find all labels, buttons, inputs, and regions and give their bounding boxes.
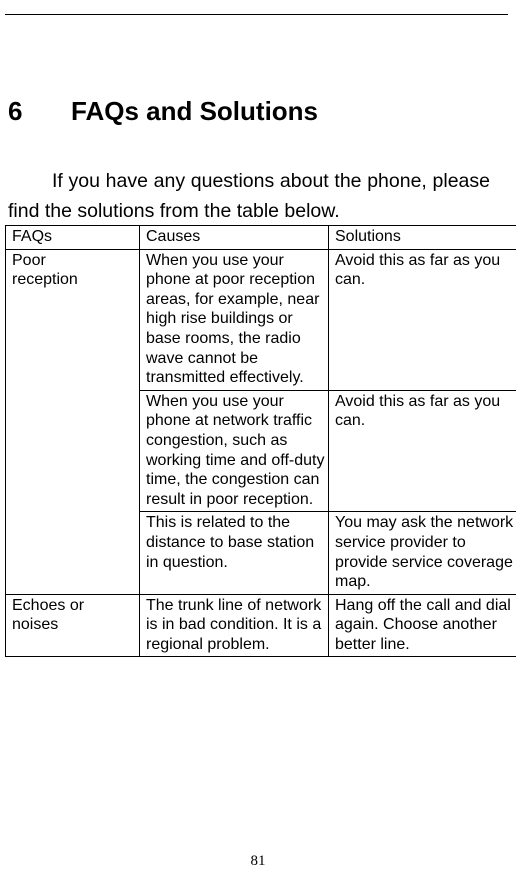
section-heading <box>8 96 318 127</box>
table-row <box>6 594 516 657</box>
table-row <box>6 249 516 390</box>
solution-cell: Hang off the call and dial again. Choose another better line. <box>329 594 516 657</box>
faq-table <box>5 225 516 657</box>
faq-cell: Echoes or noises <box>6 594 140 657</box>
page-number: 81 <box>250 853 266 869</box>
cause-cell: The trunk line of network is in bad condition. It is a regional problem. <box>140 594 329 657</box>
section-number: 6 <box>8 96 23 126</box>
faq-cell: Poor reception <box>6 249 140 594</box>
cause-cell: This is related to the distance to base station in question. <box>140 512 329 594</box>
header-solutions: Solutions <box>329 226 516 250</box>
table-header-row <box>6 226 516 250</box>
cause-cell: When you use your phone at poor reception areas, for example, near high rise buildings or base rooms, the radio wave cannot be transmitted effectively. <box>140 249 329 390</box>
solution-cell: You may ask the network service provider to provide service coverage map. <box>329 512 516 594</box>
solution-cell: Avoid this as far as you can. <box>329 249 516 390</box>
section-title: FAQs and Solutions <box>71 96 319 126</box>
intro-paragraph: If you have any questions about the phone, please find the solutions from the table below. <box>8 170 490 222</box>
solution-cell: Avoid this as far as you can. <box>329 390 516 512</box>
cause-cell: When you use your phone at network traffic congestion, such as working time and off-duty time, the congestion can result in poor reception. <box>140 390 329 512</box>
header-causes: Causes <box>140 226 329 250</box>
header-faqs: FAQs <box>6 226 140 250</box>
top-rule <box>5 14 508 15</box>
